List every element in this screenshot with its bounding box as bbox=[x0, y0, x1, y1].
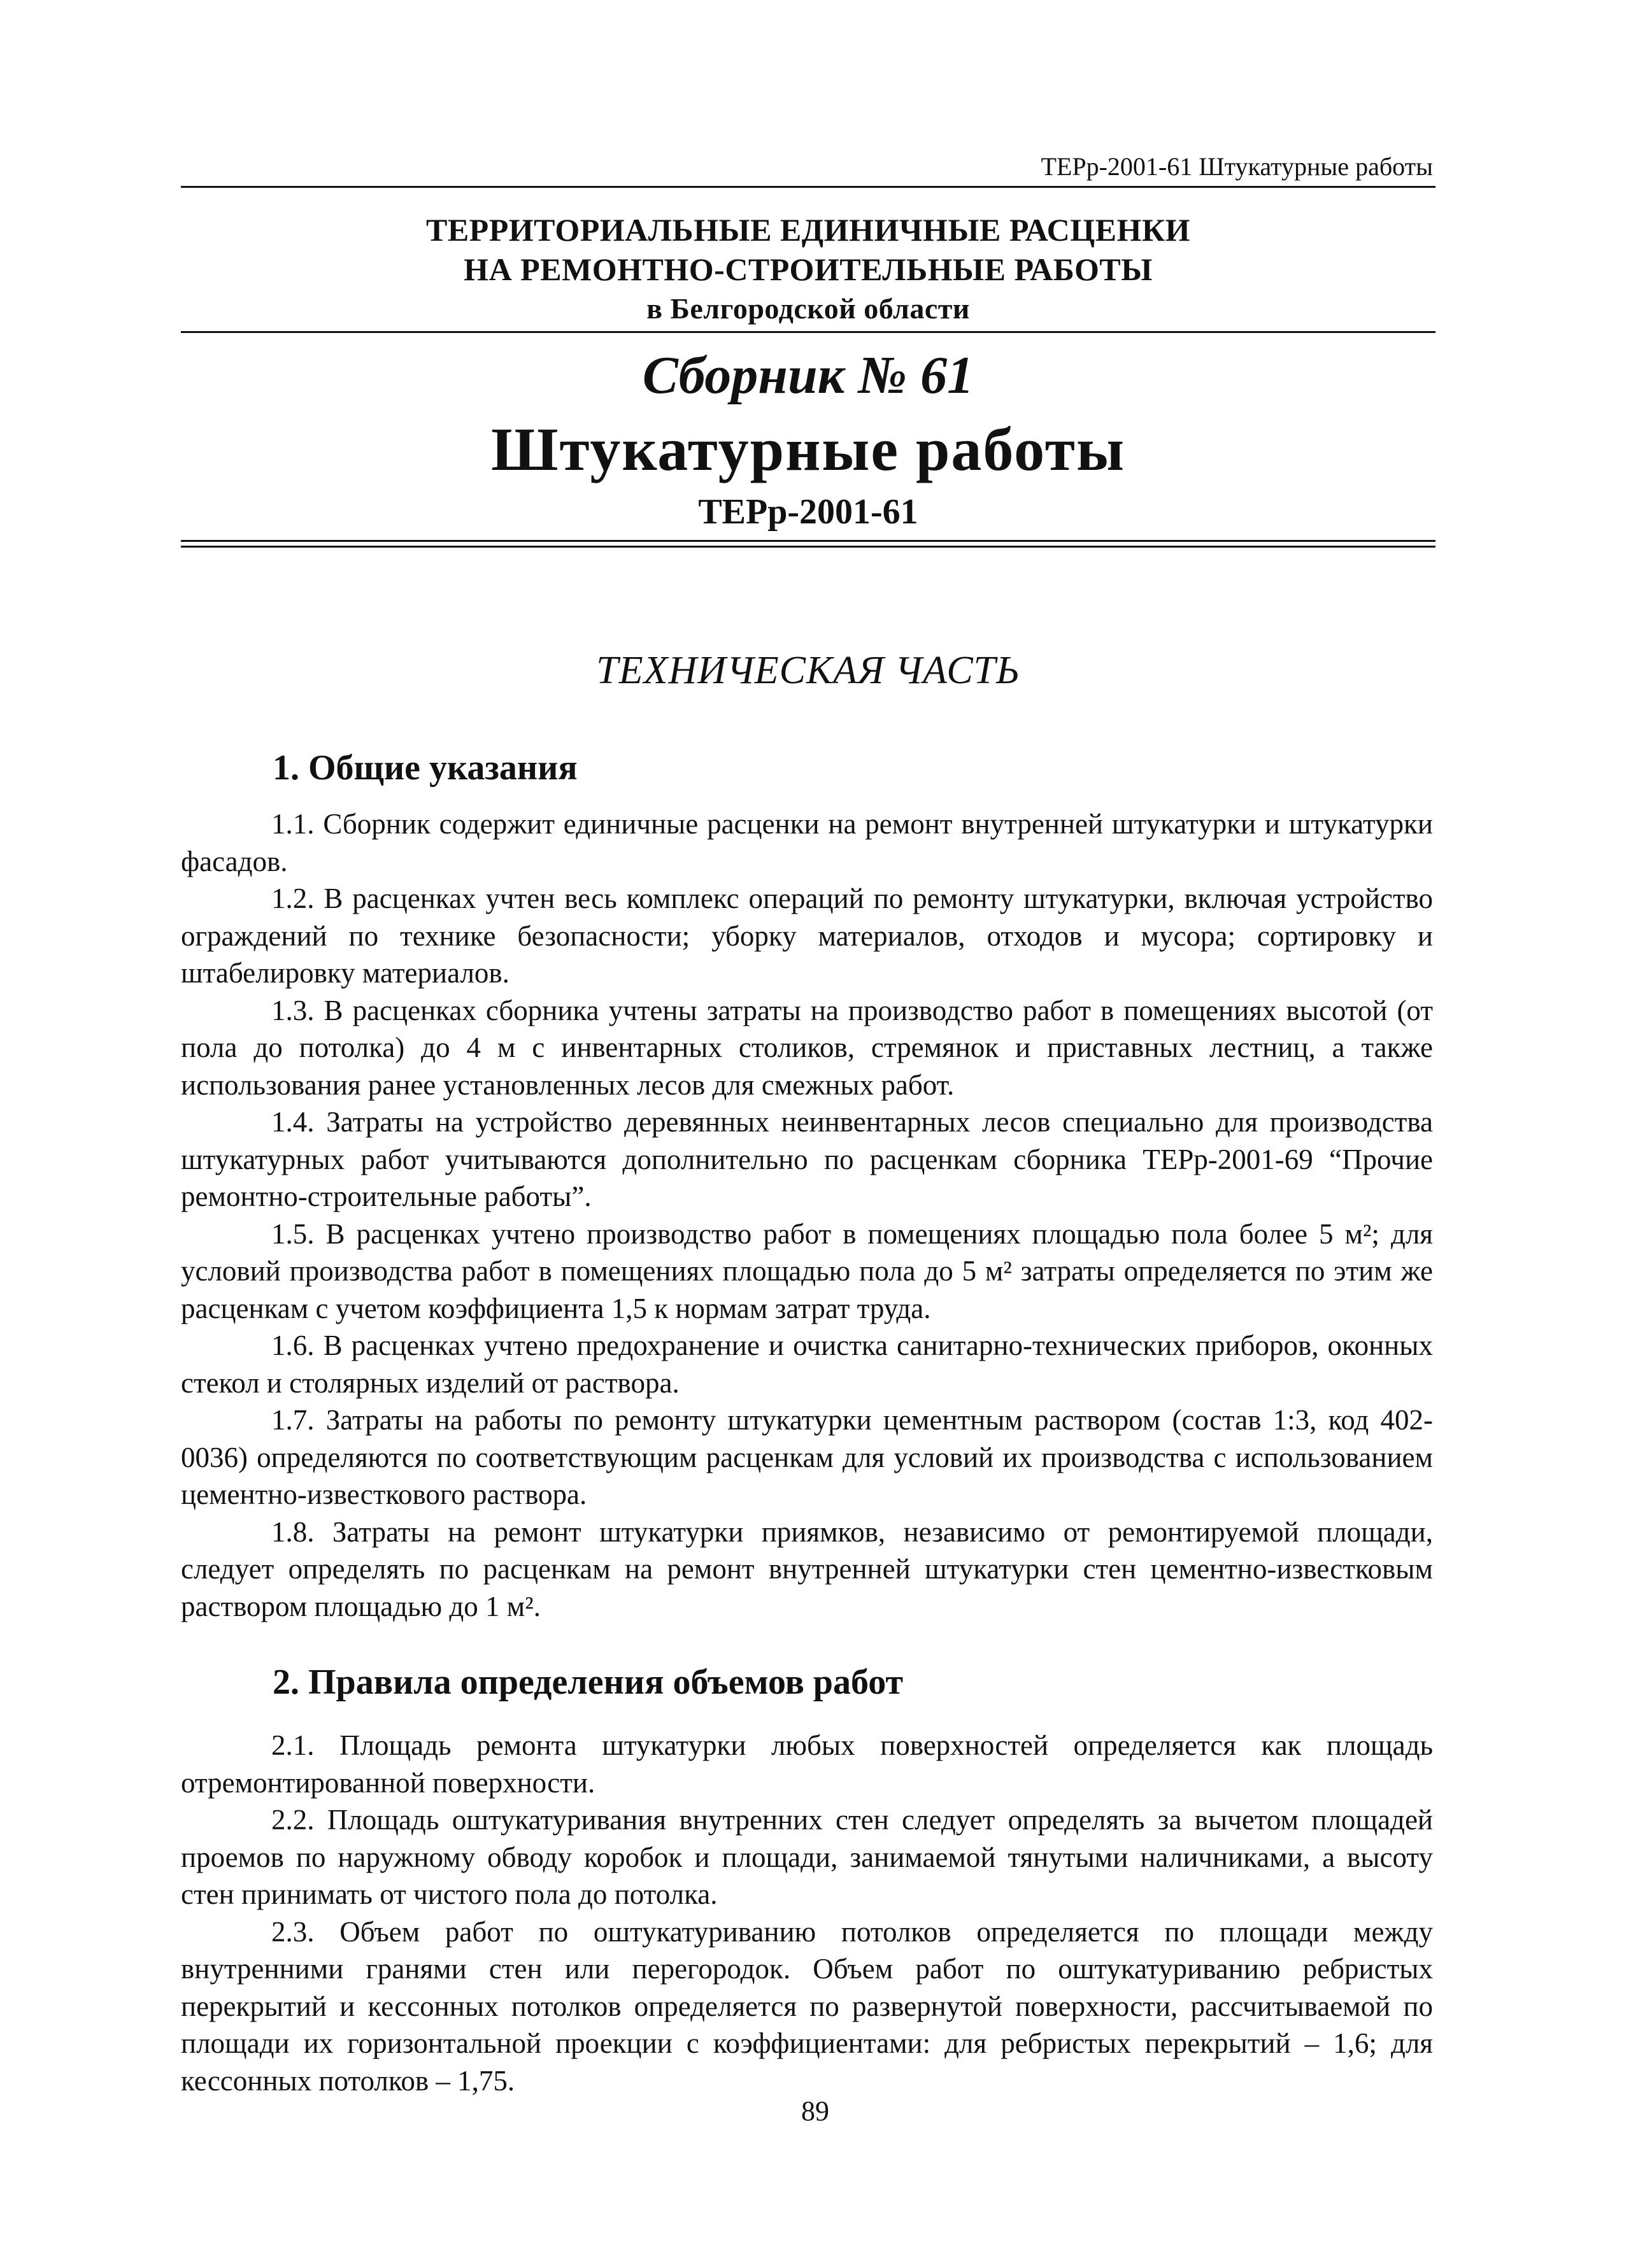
collection-subject: Штукатурные работы bbox=[491, 415, 1125, 483]
collection-code: ТЕРр-2001-61 bbox=[698, 492, 918, 532]
title-rule bbox=[181, 331, 1435, 333]
section-1-heading: 1. Общие указания bbox=[273, 748, 578, 788]
section-1-body bbox=[181, 805, 1433, 1625]
paragraph-1-2: 1.2. В расценках учтен весь комплекс операций по ремонту штукатурки, включая устройство ограждений по технике безопасности; уборку материалов, отходов и мусора; сортировку и штабелировку материалов. bbox=[181, 882, 1433, 989]
paragraph-1-1: 1.1. Сборник содержит единичные расценки на ремонт внутренней штукатурки и штукатурки фасадов. bbox=[181, 808, 1433, 877]
paragraph-2-1: 2.1. Площадь ремонта штукатурки любых поверхностей определяется как площадь отремонтированной поверхности. bbox=[181, 1729, 1433, 1799]
paragraph-2-2: 2.2. Площадь оштукатуривания внутренних стен следует определять за вычетом площадей проемов по наружному обводу коробок и площади, занимаемой тянутыми наличниками, а высоту стен принимать от чистого пола до потолка. bbox=[181, 1804, 1433, 1910]
title-block bbox=[181, 210, 1435, 329]
title-line-2: НА РЕМОНТНО-СТРОИТЕЛЬНЫЕ РАБОТЫ bbox=[464, 252, 1153, 287]
paragraph-1-6: 1.6. В расценках учтено предохранение и очистка санитарно-технических приборов, оконных стекол и столярных изделий от раствора. bbox=[181, 1329, 1433, 1399]
paragraph-2-3: 2.3. Объем работ по оштукатуриванию потолков определяется по площади между внутренними гранями стен или перегородок. Объем работ по оштукатуриванию ребристых перекрытий и кессонных потолков определяется по развернутой поверхности, рассчитываемой по площади их горизонтальной проекции с коэффициентами: для ребристых перекрытий – 1,6; для кессонных потолков – 1,75. bbox=[181, 1915, 1433, 2097]
header-rule bbox=[181, 186, 1435, 188]
title-line-1: ТЕРРИТОРИАЛЬНЫЕ ЕДИНИЧНЫЕ РАСЦЕНКИ bbox=[425, 212, 1191, 248]
paragraph-1-7: 1.7. Затраты на работы по ремонту штукатурки цементным раствором (состав 1:3, код 402-0036) определяются по соответствующим расценкам для условий их производства с использованием цементно-известкового раствора. bbox=[181, 1404, 1433, 1510]
code-double-rule bbox=[181, 540, 1435, 548]
paragraph-1-3: 1.3. В расценках сборника учтены затраты на производство работ в помещениях высотой (от пола до потолка) до 4 м с инвентарных столиков, стремянок и приставных лестниц, а также использования ранее установленных лесов для смежных работ. bbox=[181, 994, 1433, 1101]
paragraph-1-5: 1.5. В расценках учтено производство работ в помещениях площадью пола более 5 м²; для условий производства работ в помещениях площадью пола до 5 м² затраты определяется по этим же расценкам с учетом коэффициента 1,5 к нормам затрат труда. bbox=[181, 1217, 1433, 1324]
section-2-heading: 2. Правила определения объемов работ bbox=[273, 1662, 903, 1702]
technical-part-heading: ТЕХНИЧЕСКАЯ ЧАСТЬ bbox=[596, 649, 1020, 692]
running-header: ТЕРр-2001-61 Штукатурные работы bbox=[1041, 152, 1433, 181]
page-number: 89 bbox=[801, 2095, 829, 2127]
section-2-body bbox=[181, 1727, 1433, 2099]
paragraph-1-4: 1.4. Затраты на устройство деревянных неинвентарных лесов специально для производства штукатурных работ учитываются дополнительно по расценкам сборника ТЕРр-2001-69 “Прочие ремонтно-строительные работы”. bbox=[181, 1106, 1433, 1212]
collection-number: Сборник № 61 bbox=[642, 346, 974, 405]
title-line-3: в Белгородской области bbox=[646, 292, 970, 325]
paragraph-1-8: 1.8. Затраты на ремонт штукатурки приямков, независимо от ремонтируемой площади, следует определять по расценкам на ремонт внутренней штукатурки стен цементно-известковым раствором площадью до 1 м². bbox=[181, 1515, 1433, 1622]
